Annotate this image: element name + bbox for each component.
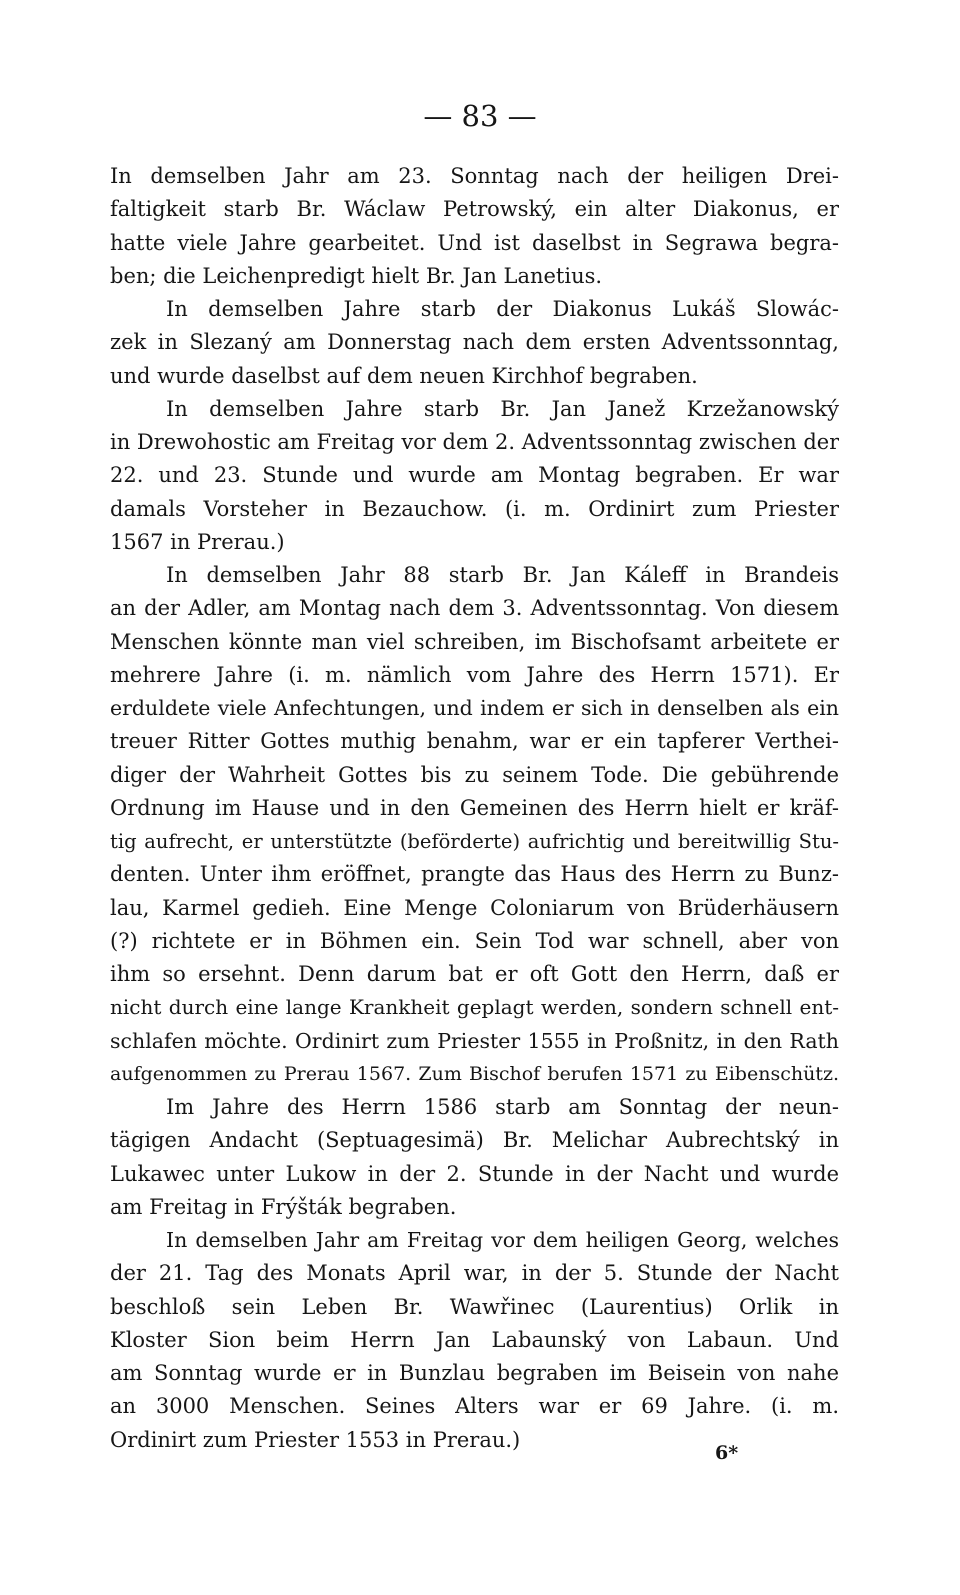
text-line: In demselben Jahre starb Br. Jan Janež Krzežanowský: [166, 396, 839, 421]
text-line: zek in Slezaný am Donnerstag nach dem ersten Adventssonntag,: [110, 330, 839, 355]
text-line: aufgenommen zu Prerau 1567. Zum Bischof berufen 1571 zu Eibenschütz.: [110, 1062, 839, 1085]
body-text: [110, 160, 839, 1457]
text-line: mehrere Jahre (i. m. nämlich vom Jahre des Herrn 1571). Er: [110, 662, 839, 687]
text-line: denten. Unter ihm eröffnet, prangte das Haus des Herrn zu Bunz-: [110, 862, 839, 887]
text-line: tig aufrecht, er unterstützte (beförderte) aufrichtig und bereitwillig Stu-: [110, 830, 839, 853]
text-line: damals Vorsteher in Bezauchow. (i. m. Ordinirt zum Priester: [110, 496, 839, 521]
text-line: In demselben Jahr 88 starb Br. Jan Káleff in Brandeis: [166, 563, 839, 587]
text-line: 22. und 23. Stunde und wurde am Montag begraben. Er war: [110, 463, 839, 488]
text-line: Ordnung im Hause und in den Gemeinen des Herrn hielt er kräf-: [110, 795, 839, 820]
text-line: Lukawec unter Lukow in der 2. Stunde in der Nacht und wurde: [110, 1161, 839, 1186]
text-line: Ordinirt zum Priester 1553 in Prerau.): [110, 1427, 521, 1452]
text-line: Kloster Sion beim Herrn Jan Labaunský von Labaun. Und: [110, 1327, 839, 1352]
page-number: — 83 —: [423, 99, 537, 133]
text-line: schlafen möchte. Ordinirt zum Priester 1555 in Proßnitz, in den Rath: [110, 1028, 839, 1053]
text-line: lau, Karmel gedieh. Eine Menge Coloniarum von Brüderhäusern: [110, 895, 839, 920]
text-line: (?) richtete er in Böhmen ein. Sein Tod war schnell, aber von: [110, 928, 839, 953]
text-line: Menschen könnte man viel schreiben, im Bischofsamt arbeitete er: [110, 629, 839, 654]
text-line: Im Jahre des Herrn 1586 starb am Sonntag der neun-: [166, 1095, 839, 1119]
text-line: tägigen Andacht (Septuagesimä) Br. Melichar Aubrechtský in: [110, 1128, 839, 1153]
text-line: in Drewohostic am Freitag vor dem 2. Adventssonntag zwischen der: [110, 430, 839, 454]
text-line: erduldete viele Anfechtungen, und indem er sich in denselben als ein: [110, 696, 839, 720]
text-line: am Freitag in Frýšták begraben.: [110, 1194, 457, 1219]
text-line: am Sonntag wurde er in Bunzlau begraben im Beisein von nahe: [110, 1361, 839, 1385]
text-line: 1567 in Prerau.): [110, 529, 285, 554]
text-line: nicht durch eine lange Krankheit geplagt werden, sondern schnell ent-: [110, 995, 839, 1020]
text-line: ben; die Leichenpredigt hielt Br. Jan Lanetius.: [110, 263, 603, 288]
text-line: an der Adler, am Montag nach dem 3. Adventssonntag. Von diesem: [110, 596, 839, 621]
signature-mark: 6*: [715, 1442, 739, 1464]
text-line: faltigkeit starb Br. Wáclaw Petrowský, ein alter Diakonus, er: [110, 197, 839, 222]
text-line: treuer Ritter Gottes muthig benahm, war er ein tapferer Verthei-: [110, 729, 839, 754]
text-line: und wurde daselbst auf dem neuen Kirchhof begraben.: [110, 363, 698, 388]
text-line: In demselben Jahr am 23. Sonntag nach der heiligen Drei-: [110, 164, 839, 188]
text-line: In demselben Jahr am Freitag vor dem heiligen Georg, welches: [166, 1228, 839, 1252]
text-line: an 3000 Menschen. Seines Alters war er 69 Jahre. (i. m.: [110, 1394, 839, 1419]
text-line: hatte viele Jahre gearbeitet. Und ist daselbst in Segrawa begra-: [110, 230, 839, 255]
text-line: beschloß sein Leben Br. Wawřinec (Laurentius) Orlik in: [110, 1294, 839, 1319]
text-line: der 21. Tag des Monats April war, in der 5. Stunde der Nacht: [110, 1261, 839, 1286]
text-line: diger der Wahrheit Gottes bis zu seinem Tode. Die gebührende: [110, 762, 839, 787]
text-line: In demselben Jahre starb der Diakonus Lukáš Slowác-: [166, 297, 839, 321]
text-line: ihm so ersehnt. Denn darum bat er oft Gott den Herrn, daß er: [110, 962, 839, 986]
